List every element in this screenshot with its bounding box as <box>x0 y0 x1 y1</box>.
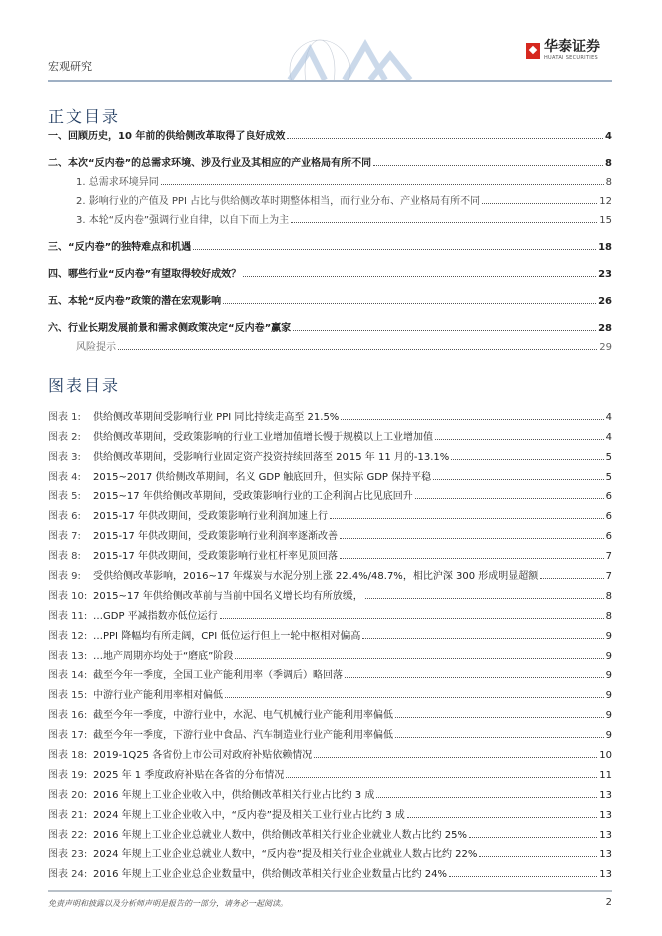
dot-leader <box>330 518 604 519</box>
figure-page: 4 <box>605 411 612 423</box>
dot-leader <box>479 856 597 857</box>
toc-list <box>48 115 612 353</box>
figure-entry[interactable] <box>48 582 612 602</box>
figure-label: 2015-17 年供改期间，受政策影响行业利润加速上行 <box>93 511 328 523</box>
toc-entry[interactable] <box>48 280 612 307</box>
dot-leader <box>243 276 596 277</box>
figure-entry[interactable] <box>48 443 612 463</box>
dot-leader <box>362 638 603 639</box>
figure-number: 图表 8: <box>48 551 81 563</box>
figure-page: 8 <box>605 610 612 622</box>
toc-entry[interactable] <box>48 334 612 353</box>
figure-entry[interactable] <box>48 841 612 861</box>
dot-leader <box>449 876 597 877</box>
figure-label: 供给侧改革期间，受影响行业固定资产投资持续回落至 2015 年 11 月的-13.1% <box>93 451 450 463</box>
dot-leader <box>220 618 604 619</box>
figure-label: 2015~2017 供给侧改革期间，名义 GDP 触底回升，但实际 GDP 保持平稳 <box>93 471 432 483</box>
figure-label: …地产周期亦均处于“磨底”阶段 <box>93 650 234 662</box>
toc-entry-page: 23 <box>598 269 612 280</box>
figure-page: 9 <box>605 730 612 742</box>
figure-label: 2015~17 年供给侧改革期间，受政策影响行业的工企利润占比见底回升 <box>93 491 413 503</box>
figure-number: 图表 16: <box>48 710 88 722</box>
figure-number: 图表 2: <box>48 431 81 443</box>
toc-entry-page: 26 <box>598 296 612 307</box>
figure-number: 图表 10: <box>48 590 88 602</box>
figure-number: 图表 13: <box>48 650 88 662</box>
dot-leader <box>407 817 598 818</box>
figure-number: 图表 17: <box>48 730 88 742</box>
figure-page: 13 <box>599 829 612 841</box>
figure-label: 供给侧改革期间受影响行业 PPI 同比持续走高至 21.5% <box>93 411 340 423</box>
figure-entry[interactable] <box>48 821 612 841</box>
dot-leader <box>415 498 604 499</box>
figure-label: …GDP 平减指数亦低位运行 <box>93 610 218 622</box>
dot-leader <box>433 479 603 480</box>
dot-leader <box>291 222 597 223</box>
dot-leader <box>395 717 604 718</box>
figure-number: 图表 11: <box>48 610 88 622</box>
toc-title: 正文目录 <box>48 107 121 126</box>
figure-label: 截至今年一季度，全国工业产能利用率（季调后）略回落 <box>93 670 343 682</box>
figure-number: 图表 20: <box>48 789 88 801</box>
figure-label: 截至今年一季度，中游行业中，水泥、电气机械行业产能利用率偏低 <box>93 710 393 722</box>
toc-entry-page: 15 <box>599 215 612 226</box>
figure-label: 截至今年一季度，下游行业中食品、汽车制造业行业产能利用率偏低 <box>93 730 393 742</box>
toc-entry-label: 风险提示 <box>76 342 116 353</box>
figure-label: 2016 年规上工业企业收入中，供给侧改革相关行业占比约 3 成 <box>93 789 375 801</box>
figures-list <box>48 403 612 880</box>
dot-leader <box>293 330 596 331</box>
toc-entry-label: 一、回顾历史，10 年前的供给侧改革取得了良好成效 <box>48 131 286 142</box>
figure-entry[interactable] <box>48 761 612 781</box>
toc-entry-page: 4 <box>605 131 612 142</box>
figure-page: 7 <box>605 571 612 583</box>
toc-entry-label: 三、“反内卷”的独特难点和机遇 <box>48 242 192 253</box>
figure-entry[interactable] <box>48 502 612 522</box>
figure-label: 2024 年规上工业企业总就业人数中，“反内卷”提及相关行业企业就业人数占比约 22% <box>93 849 478 861</box>
figure-number: 图表 1: <box>48 411 81 423</box>
figure-entry[interactable] <box>48 463 612 483</box>
figure-page: 9 <box>605 650 612 662</box>
huatai-logo <box>526 40 600 61</box>
figure-label: 供给侧改革期间，受政策影响的行业工业增加值增长慢于规模以上工业增加值 <box>93 431 433 443</box>
dot-leader <box>469 837 597 838</box>
toc-entry[interactable] <box>48 207 612 226</box>
dot-leader <box>376 797 597 798</box>
page-number: 2 <box>605 897 612 908</box>
figure-entry[interactable] <box>48 423 612 443</box>
figure-label: 2019-1Q25 各省份上市公司对政府补贴依赖情况 <box>93 750 313 762</box>
figure-page: 5 <box>605 471 612 483</box>
dot-leader <box>193 249 596 250</box>
figure-number: 图表 4: <box>48 471 81 483</box>
dot-leader <box>540 578 603 579</box>
figure-entry[interactable] <box>48 602 612 622</box>
dot-leader <box>345 677 604 678</box>
figure-number: 图表 3: <box>48 451 81 463</box>
toc-entry-label: 3. 本轮“反内卷”强调行业自律，以自下而上为主 <box>76 215 290 226</box>
figure-entry[interactable] <box>48 483 612 503</box>
figure-number: 图表 5: <box>48 491 81 503</box>
figure-page: 5 <box>605 451 612 463</box>
figure-page: 9 <box>605 710 612 722</box>
footer-disclaimer: 免责声明和披露以及分析师声明是报告的一部分，请务必一起阅读。 <box>48 899 288 908</box>
toc-entry-label: 五、本轮“反内卷”政策的潜在宏观影响 <box>48 296 222 307</box>
dot-leader <box>395 737 604 738</box>
figures-title: 图表目录 <box>48 376 121 395</box>
figure-entry[interactable] <box>48 622 612 642</box>
toc-entry[interactable] <box>48 307 612 334</box>
figure-number: 图表 14: <box>48 670 88 682</box>
toc-entry-page: 8 <box>605 177 612 188</box>
figure-label: 2015~17 年供给侧改革前与当前中国名义增长均有所放缓， <box>93 590 363 602</box>
dot-leader <box>435 439 604 440</box>
figure-entry[interactable] <box>48 403 612 423</box>
figure-page: 13 <box>599 789 612 801</box>
figure-page: 6 <box>605 491 612 503</box>
toc-entry-page: 8 <box>605 158 612 169</box>
figure-label: 中游行业产能利用率相对偏低 <box>93 690 223 702</box>
logo-cn: 华泰证券 <box>544 39 600 55</box>
figure-entry[interactable] <box>48 562 612 582</box>
figure-page: 10 <box>599 750 612 762</box>
dot-leader <box>340 558 604 559</box>
dot-leader <box>161 184 604 185</box>
figure-label: 2024 年规上工业企业收入中，“反内卷”提及相关工业行业占比约 3 成 <box>93 809 405 821</box>
figure-page: 9 <box>605 690 612 702</box>
dot-leader <box>235 658 603 659</box>
figure-number: 图表 7: <box>48 531 81 543</box>
figure-entry[interactable] <box>48 781 612 801</box>
toc-entry[interactable] <box>48 188 612 207</box>
figure-label: 受供给侧改革影响，2016~17 年煤炭与水泥分别上涨 22.4%/48.7%，相比沪深 300 形成明显超额 <box>93 571 539 583</box>
dot-leader <box>365 598 604 599</box>
toc-entry-label: 2. 影响行业的产值及 PPI 占比与供给侧改革时期整体相当，而行业分布、产业格局有所不同 <box>76 196 481 207</box>
toc-entry[interactable] <box>48 142 612 169</box>
toc-entry-label: 四、哪些行业“反内卷”有望取得较好成效？ <box>48 269 242 280</box>
dot-leader <box>225 697 604 698</box>
dot-leader <box>373 165 603 166</box>
toc-entry[interactable] <box>48 226 612 253</box>
figure-label: 2015-17 年供改期间，受政策影响行业利润率逐渐改善 <box>93 531 338 543</box>
figure-number: 图表 22: <box>48 829 88 841</box>
figure-page: 6 <box>605 511 612 523</box>
figure-page: 8 <box>605 590 612 602</box>
toc-entry-label: 六、行业长期发展前景和需求侧政策决定“反内卷”赢家 <box>48 323 292 334</box>
figure-page: 13 <box>599 849 612 861</box>
figure-number: 图表 15: <box>48 690 88 702</box>
dot-leader <box>482 203 597 204</box>
header-divider <box>48 80 612 82</box>
logo-en: HUATAI SECURITIES <box>544 55 598 61</box>
logo-mark-icon <box>526 43 540 59</box>
figure-number: 图表 19: <box>48 769 88 781</box>
figure-page: 9 <box>605 630 612 642</box>
header-globe-decoration <box>250 30 430 80</box>
toc-entry-page: 18 <box>598 242 612 253</box>
figure-entry[interactable] <box>48 701 612 721</box>
dot-leader <box>223 303 596 304</box>
figure-page: 7 <box>605 551 612 563</box>
figure-number: 图表 23: <box>48 849 88 861</box>
dot-leader <box>287 138 603 139</box>
toc-entry-label: 二、本次“反内卷”的总需求环境、涉及行业及其相应的产业格局有所不同 <box>48 158 372 169</box>
dot-leader <box>340 538 604 539</box>
figure-label: …PPI 降幅均有所走阔，CPI 低位运行但上一轮中枢相对偏高 <box>93 630 361 642</box>
toc-entry-page: 29 <box>599 342 612 353</box>
toc-entry[interactable] <box>48 253 612 280</box>
figure-entry[interactable] <box>48 542 612 562</box>
toc-entry-page: 12 <box>599 196 612 207</box>
figure-label: 2016 年规上工业企业总企业数量中，供给侧改革相关行业企业数量占比约 24% <box>93 869 448 881</box>
toc-entry-page: 28 <box>598 323 612 334</box>
figure-page: 9 <box>605 670 612 682</box>
dot-leader <box>341 419 603 420</box>
dot-leader <box>314 757 597 758</box>
toc-entry[interactable] <box>48 169 612 188</box>
toc-entry-label: 1. 总需求环境异同 <box>76 177 159 188</box>
figure-page: 13 <box>599 869 612 881</box>
figure-number: 图表 24: <box>48 869 88 881</box>
figure-entry[interactable] <box>48 721 612 741</box>
figure-number: 图表 18: <box>48 750 88 762</box>
header-section: 宏观研究 <box>48 60 92 73</box>
figure-entry[interactable] <box>48 662 612 682</box>
dot-leader <box>118 349 597 350</box>
figure-number: 图表 9: <box>48 571 81 583</box>
dot-leader <box>451 459 603 460</box>
figure-entry[interactable] <box>48 642 612 662</box>
figure-entry[interactable] <box>48 741 612 761</box>
footer-divider <box>48 890 612 892</box>
figure-entry[interactable] <box>48 681 612 701</box>
figure-number: 图表 21: <box>48 809 88 821</box>
toc-entry[interactable] <box>48 115 612 142</box>
figure-label: 2016 年规上工业企业总就业人数中，供给侧改革相关行业企业就业人数占比约 25% <box>93 829 468 841</box>
figure-page: 11 <box>599 769 612 781</box>
figure-page: 13 <box>599 809 612 821</box>
figure-entry[interactable] <box>48 522 612 542</box>
figure-page: 4 <box>605 431 612 443</box>
figure-label: 2025 年 1 季度政府补贴在各省的分布情况 <box>93 769 285 781</box>
figure-number: 图表 12: <box>48 630 88 642</box>
figure-entry[interactable] <box>48 801 612 821</box>
figure-number: 图表 6: <box>48 511 81 523</box>
figure-label: 2015-17 年供改期间，受政策影响行业杠杆率见顶回落 <box>93 551 338 563</box>
dot-leader <box>286 777 597 778</box>
figure-page: 6 <box>605 531 612 543</box>
figure-entry[interactable] <box>48 860 612 880</box>
